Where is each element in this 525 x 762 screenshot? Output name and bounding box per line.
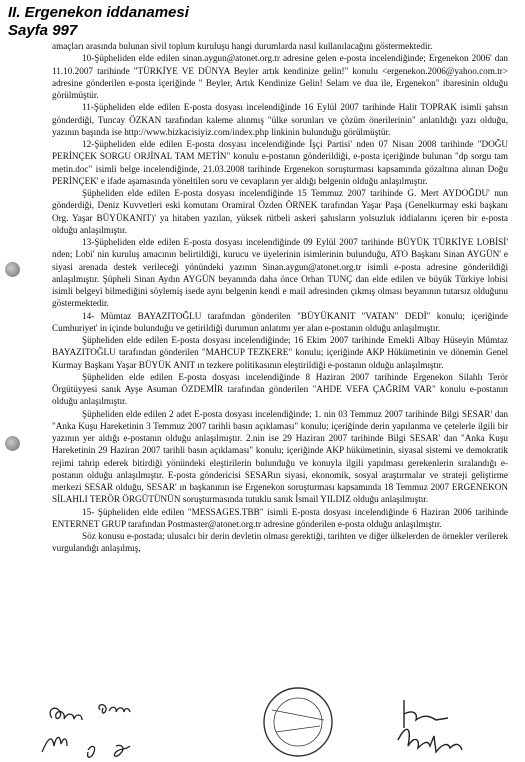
paragraph: 10-Şüpheliden elde edilen sinan.aygun@atonet.org.tr adresine gelen e-posta incelendiğinde; Ergenekon 2006' dan 11.10.2007 tarihinde "TÜRKİYE VE DÜNYA Beyler artık kendinize gelin!" konulu <ergenekon.2006@yahoo.com.tr> adresine gönderilen e-posta içeriğinde " Beyler, Artık Kendinize Gelin! Selam ve dua ile, Ergenekon" ibaresinin olduğu görülmüştür.	[52, 53, 508, 100]
paragraph: Söz konusu e-postada; ulusalcı bir derin devletin olması gerektiği, tarihten ve diğer ülkelerden de örnekler verilerek vurgulandığı anlaşılmış,	[52, 531, 508, 554]
paragraph: 13-Şüpheliden elde edilen E-posta dosyası incelendiğinde 09 Eylül 2007 tarihinde BÜYÜK TÜRKİYE LOBİSİ' nden; Lobi' nin kuruluş amacının belirtildiği, kurucu ve üyelerinin isimlerinin bulunduğu, ATO Başkanı Sinan AYGÜN' e siyasi arenada destek verileceği yönündeki yazının Sinan.aygun@atonet.org.tr isimli e-posta adresine gönderildiği anlaşılmıştır. Şüpheli Sinan Aydın AYGÜN beyanında daha önce Orhan TUNÇ dan elde edilen ve büyük Türkiye lobisi isimli belgeyi bilmediğini söylemiş isede aynı belgenin kendi e mail adresinden çıkmış olması beyanının tutarsız olduğunu göstermektedir.	[52, 237, 508, 309]
handwritten-signature	[42, 737, 130, 757]
header-page-number: Sayfa 997	[8, 22, 78, 39]
handwritten-signature	[50, 705, 130, 720]
binder-hole-top	[5, 262, 20, 277]
paragraph: 11-Şüpheliden elde edilen E-posta dosyası incelendiğinde 16 Eylül 2007 tarihinde Halit TOPRAK isimli şahsın gönderdiği, Tuncay ÖZKAN tarafından kaleme alınmış "ülke sorunları ve çözüm önerilerinin" anlatıldığı yazı olduğu, yazının başında ise http://www.bizkacisiyiz.com/index.php linkinin bulunduğu görülmüştür.	[52, 102, 508, 137]
paragraph: 12-Şüpheliden elde edilen E-posta dosyası incelendiğinde İşçi Partisi' nden 07 Nisan 2008 tarihinde "DOĞU PERİNÇEK SORGU ORJİNAL TAM METİN" konulu e-postanın gönderildiği, e-posta içeriğinde bulunan "dp sorgu tam metin.doc" isimli belge incelendiğinde, 21.03.2008 tarihinde Ergenekon soruşturması kapsamında gözaltına alınan Doğu PERİNÇEK' e ifade aşamasında yöneltilen soru ve cevapların yer aldığı belgenin olduğu anlaşılmıştır.	[52, 139, 508, 186]
handwritten-signature	[398, 729, 462, 752]
paragraph: Şüpheliden elde edilen 2 adet E-posta dosyası incelendiğinde; 1. nin 03 Temmuz 2007 tarihinde Bilgi SESAR' dan "Anka Kuşu Hareketinin 3 Temmuz 2007 tarihli basın açıklaması" konulu; içeriğinde derin yapılanma ve çetelerle ilgili bir yazının yer aldığı e-postanın olduğu anlaşılmıştır. 2.nin ise 29 Haziran 2007 tarihinde Bilgi SESAR' dan "Anka Kuşu Hareketinin 29 Haziran 2007 tarihli basın açıklaması" konulu; içeriğinde AKP hükümetinin, siyasal sistemi ve demokratik rejimi tahrip ederek bitirdiği yönündeki eleştirilerin bulunduğu ve konuyla ilgili yapılması gerekenlerin sıralandığı e-postanın olduğu anlaşılmıştır. E-posta göndericisi SESARın siyasi, ekonomik, sosyal araştırmalar ve strateji geliştirme merkezi SESAR olduğu, SESAR' ın başkanının ise Ergenekon soruşturması kapsamında 18 Temmuz 2007 ERGENEKON SİLAHLI TERÖR ÖRGÜTÜNÜN soruşturmasında tutuklu sanık İsmail YILDIZ olduğu anlaşılmıştır.	[52, 408, 508, 505]
official-stamp	[264, 688, 332, 756]
signature-area	[0, 680, 525, 762]
document-body	[52, 40, 508, 555]
handwritten-signature	[404, 700, 448, 728]
header-title: II. Ergenekon iddanamesi	[8, 4, 189, 21]
paragraph: amaçları arasında bulunan sivil toplum kuruluşu hangi durumlarda nasıl kullanılacağını göstermektedir.	[52, 41, 433, 51]
document-header	[8, 4, 189, 40]
signatures-drawing	[0, 680, 525, 762]
paragraph: Şüpheliden elde edilen E-posta dosyası incelendiğinde 15 Temmuz 2007 tarihinde G. Mert AYDOĞDU' nun gönderdiği, Deniz Kuvvetleri eski komutanı Oramiral Özden ÖRNEK tarafından Yaşar Paşa (Genelkurmay eski başkanı Org. Yaşar BÜYÜKANIT)' ya hitaben yazılan, yüksek rütbeli askeri şahısların yolsuzluk iddialarını içeren bir e-posta olduğu anlaşılmıştır.	[52, 188, 508, 235]
paragraph: 14- Mümtaz BAYAZITOĞLU tarafından gönderilen "BÜYÜKANIT "VATAN" DEDİ" konulu; içeriğinde Cumhuriyet' in içinde bulunduğu ve getirildiği durumun anlatımı yer alan e-postanın olduğu anlaşılmıştır.	[52, 310, 508, 333]
binder-hole-bottom	[5, 436, 20, 451]
paragraph: Şüpheliden elde edilen E-posta dosyası incelendiğinde; 16 Ekim 2007 tarihinde Emekli Albay Hüseyin Mümtaz BAYAZITOĞLU tarafından gönderilen "MAHCUP TEZKERE" konulu; içeriğinde AKP Hükümetinin ve dönemin Genel Kurmay Başkanı Yaşar BÜYÜK ANIT ın tezkere politikasının eleştirildiği e-postanın olduğu anlaşılmıştır.	[52, 335, 508, 370]
paragraph: Şüpheliden elde edilen E-posta dosyası incelendiğinde 8 Haziran 2007 tarihinde Ergenekon Silahlı Terör Örgütüyyesi sanık Ayşe Asuman ÖZDEMİR tarafından gönderilen "AHDE VEFA ÇAĞRIM VAR" konulu e-postanın olduğu anlaşılmıştır.	[52, 371, 508, 407]
paragraph: 15- Şüpheliden elde edilen "MESSAGES.TBB" isimli E-posta dosyası incelendiğinde 6 Haziran 2006 tarihinde ENTERNET GRUP tarafından Postmaster@atonet.org.tr adresine gönderilen e-posta olduğu anlaşılmıştır.	[52, 506, 508, 529]
